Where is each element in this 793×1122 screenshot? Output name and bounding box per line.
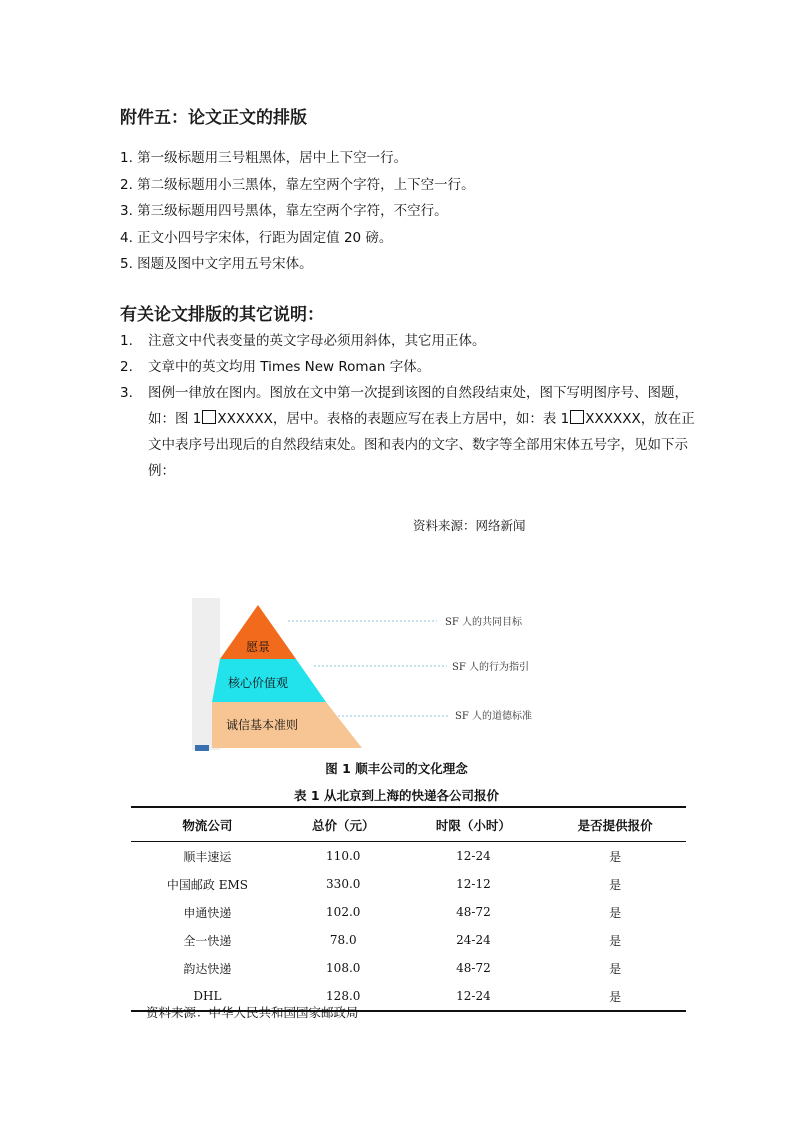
appendix-heading: 附件五：论文正文的排版: [120, 108, 307, 128]
pyramid-label-values: 核心价值观: [227, 676, 289, 690]
table-cell: 是: [609, 877, 622, 892]
list-text: XXXXXX，放在正文中表序号出现后的自然段结束处。图和表内的文字、数字等全部用宋体五号字，见如下示例：: [148, 411, 695, 479]
pyramid-note-goal: SF 人的共同目标: [445, 617, 522, 628]
column-header: 物流公司: [131, 807, 284, 842]
figure-corner-marker: [195, 745, 209, 751]
figure-source-note: 资料来源：网络新闻: [413, 518, 526, 533]
pyramid-label-vision: 愿景: [245, 640, 271, 654]
list-item: 2. 第二级标题用小三黑体，靠左空两个字符，上下空一行。: [120, 176, 475, 193]
table-cell: 330.0: [326, 877, 361, 891]
list-item: [120, 380, 700, 484]
pyramid-note-behavior: SF 人的行为指引: [452, 662, 529, 673]
column-header: 时限（小时）: [403, 807, 545, 842]
table-cell: 102.0: [326, 905, 361, 919]
table-cell: 顺丰速运: [183, 849, 232, 864]
list-number: 1.: [120, 333, 133, 349]
table-cell: 48-72: [456, 961, 491, 975]
table-cell: 是: [609, 933, 622, 948]
list-item: 1. 第一级标题用三号粗黑体，居中上下空一行。: [120, 150, 408, 166]
list-number: 2.: [120, 359, 133, 375]
list-number: 3.: [120, 385, 133, 401]
other-notes-heading: 有关论文排版的其它说明：: [120, 305, 324, 325]
table-cell: 12-24: [456, 849, 491, 863]
table-cell: 是: [609, 849, 622, 864]
table-row: [131, 954, 686, 982]
table-cell: 是: [609, 905, 622, 920]
culture-pyramid-figure: [192, 598, 562, 753]
table-cell: DHL: [131, 982, 284, 1011]
table-cell: 108.0: [326, 961, 361, 975]
other-notes-list: [120, 328, 700, 484]
table-cell: 128.0: [284, 982, 403, 1011]
format-rules-list: [120, 145, 475, 278]
table-source-note: 资料来源：中华人民共和国国家邮政局: [146, 1005, 359, 1020]
table-cell: 中国邮政 EMS: [166, 877, 248, 892]
table-header-row: [131, 807, 686, 842]
table-cell: 12-12: [456, 877, 491, 891]
figure-caption: 图 1 顺丰公司的文化理念: [325, 761, 468, 776]
table-cell: 24-24: [456, 933, 491, 947]
list-item: [120, 354, 700, 380]
square-glyph-icon: [202, 410, 216, 424]
table-row: [131, 898, 686, 926]
table-cell: 48-72: [456, 905, 491, 919]
table-cell: 12-24: [403, 982, 545, 1011]
list-item: 4. 正文小四号字宋体，行距为固定值 20 磅。: [120, 229, 393, 246]
table-cell: 全一快递: [183, 933, 232, 948]
courier-price-table: [131, 806, 686, 1012]
column-header: 总价（元）: [284, 807, 403, 842]
list-text: XXXXXX，居中。表格的表题应写在表上方居中，如：表 1: [217, 411, 570, 427]
list-text: 文章中的英文均用 Times New Roman 字体。: [148, 359, 431, 375]
list-item: [120, 328, 700, 354]
list-text: 图例一律放在图内。图放在文中第一次提到该图的自然段结束处，图下写明图序号、图题，如：图 1: [148, 385, 688, 427]
square-glyph-icon: [570, 410, 584, 424]
list-item: 3. 第三级标题用四号黑体，靠左空两个字符，不空行。: [120, 203, 448, 219]
pyramid-label-integrity: 诚信基本准则: [225, 718, 299, 732]
table-cell: 78.0: [329, 933, 357, 947]
table-row: [131, 926, 686, 954]
table-row: [131, 870, 686, 898]
column-header: 是否提供报价: [544, 807, 686, 842]
table-cell: 申通快递: [183, 905, 232, 920]
table-cell: 是: [609, 961, 622, 976]
table-row: [131, 842, 686, 871]
table-cell: 是: [544, 982, 686, 1011]
table-caption: 表 1 从北京到上海的快递各公司报价: [294, 788, 499, 803]
list-item: 5. 图题及图中文字用五号宋体。: [120, 256, 313, 272]
list-text: 注意文中代表变量的英文字母必须用斜体，其它用正体。: [148, 333, 486, 349]
table-cell: 110.0: [326, 849, 361, 863]
pyramid-note-ethics: SF 人的道德标准: [455, 711, 532, 722]
table-cell: 韵达快递: [183, 961, 232, 976]
